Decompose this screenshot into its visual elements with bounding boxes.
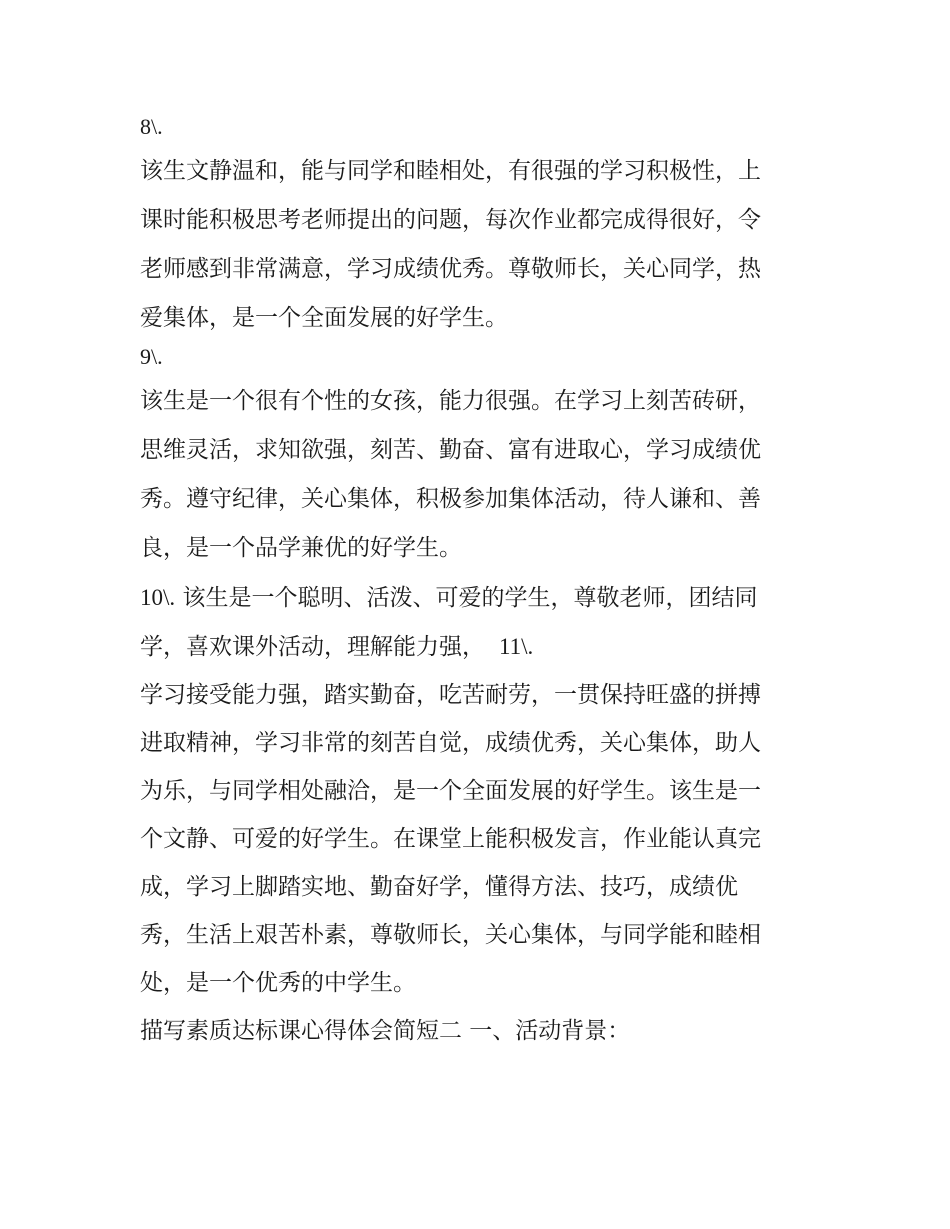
paragraph-item-8 — [140, 147, 820, 343]
text-line: 描写素质达标课心得体会简短二 一、活动背景： — [140, 1018, 631, 1044]
paragraph-item-9 — [140, 377, 820, 573]
text-line: 成，学习上脚踏实地、勤奋好学，懂得方法、技巧，成绩优 — [140, 874, 738, 900]
text-line: 秀，生活上艰苦朴素，尊敬师长，关心集体，与同学能和睦相 — [140, 922, 761, 948]
text-line: 进取精神，学习非常的刻苦自觉，成绩优秀，关心集体，助人 — [140, 730, 761, 756]
item-number: 11\. — [499, 634, 534, 659]
text-line: 爱集体，是一个全面发展的好学生。 — [140, 305, 508, 331]
text-line — [140, 573, 820, 622]
text-line: 为乐，与同学相处融洽，是一个全面发展的好学生。该生是一 — [140, 778, 761, 804]
text-line: 老师感到非常满意，学习成绩优秀。尊敬师长，关心同学，热 — [140, 256, 761, 282]
item-number: 8\. — [140, 114, 163, 139]
text-line: 秀。遵守纪律，关心集体，积极参加集体活动，待人谦和、善 — [140, 486, 761, 512]
text-line: 良，是一个品学兼优的好学生。 — [140, 535, 462, 561]
text-line: 该生是一个很有个性的女孩，能力很强。在学习上刻苦砖研， — [140, 388, 761, 414]
section-heading — [140, 1007, 820, 1056]
text-line: 该生文静温和，能与同学和睦相处，有很强的学习积极性，上 — [140, 158, 761, 184]
text-line — [140, 622, 820, 671]
item-10-text: 该生是一个聪明、活泼、可爱的学生，尊敬老师，团结同 — [175, 585, 758, 611]
item-number: 10\. — [140, 585, 176, 610]
text-line: 处，是一个优秀的中学生。 — [140, 970, 416, 996]
text-line: 思维灵活，求知欲强，刻苦、勤奋、富有进取心，学习成绩优 — [140, 437, 761, 463]
item-number: 9\. — [140, 344, 163, 369]
text-line: 课时能积极思考老师提出的问题，每次作业都完成得很好，令 — [140, 207, 761, 233]
document-body — [140, 107, 820, 1056]
text-line: 学习接受能力强，踏实勤奋，吃苦耐劳，一贯保持旺盛的拼搏 — [140, 682, 761, 708]
paragraph-item-10 — [140, 573, 820, 671]
item-10-text-cont: 学，喜欢课外活动，理解能力强， — [140, 634, 485, 660]
paragraph-item-11 — [140, 671, 820, 1007]
text-line: 个文静、可爱的好学生。在课堂上能积极发言，作业能认真完 — [140, 826, 761, 852]
